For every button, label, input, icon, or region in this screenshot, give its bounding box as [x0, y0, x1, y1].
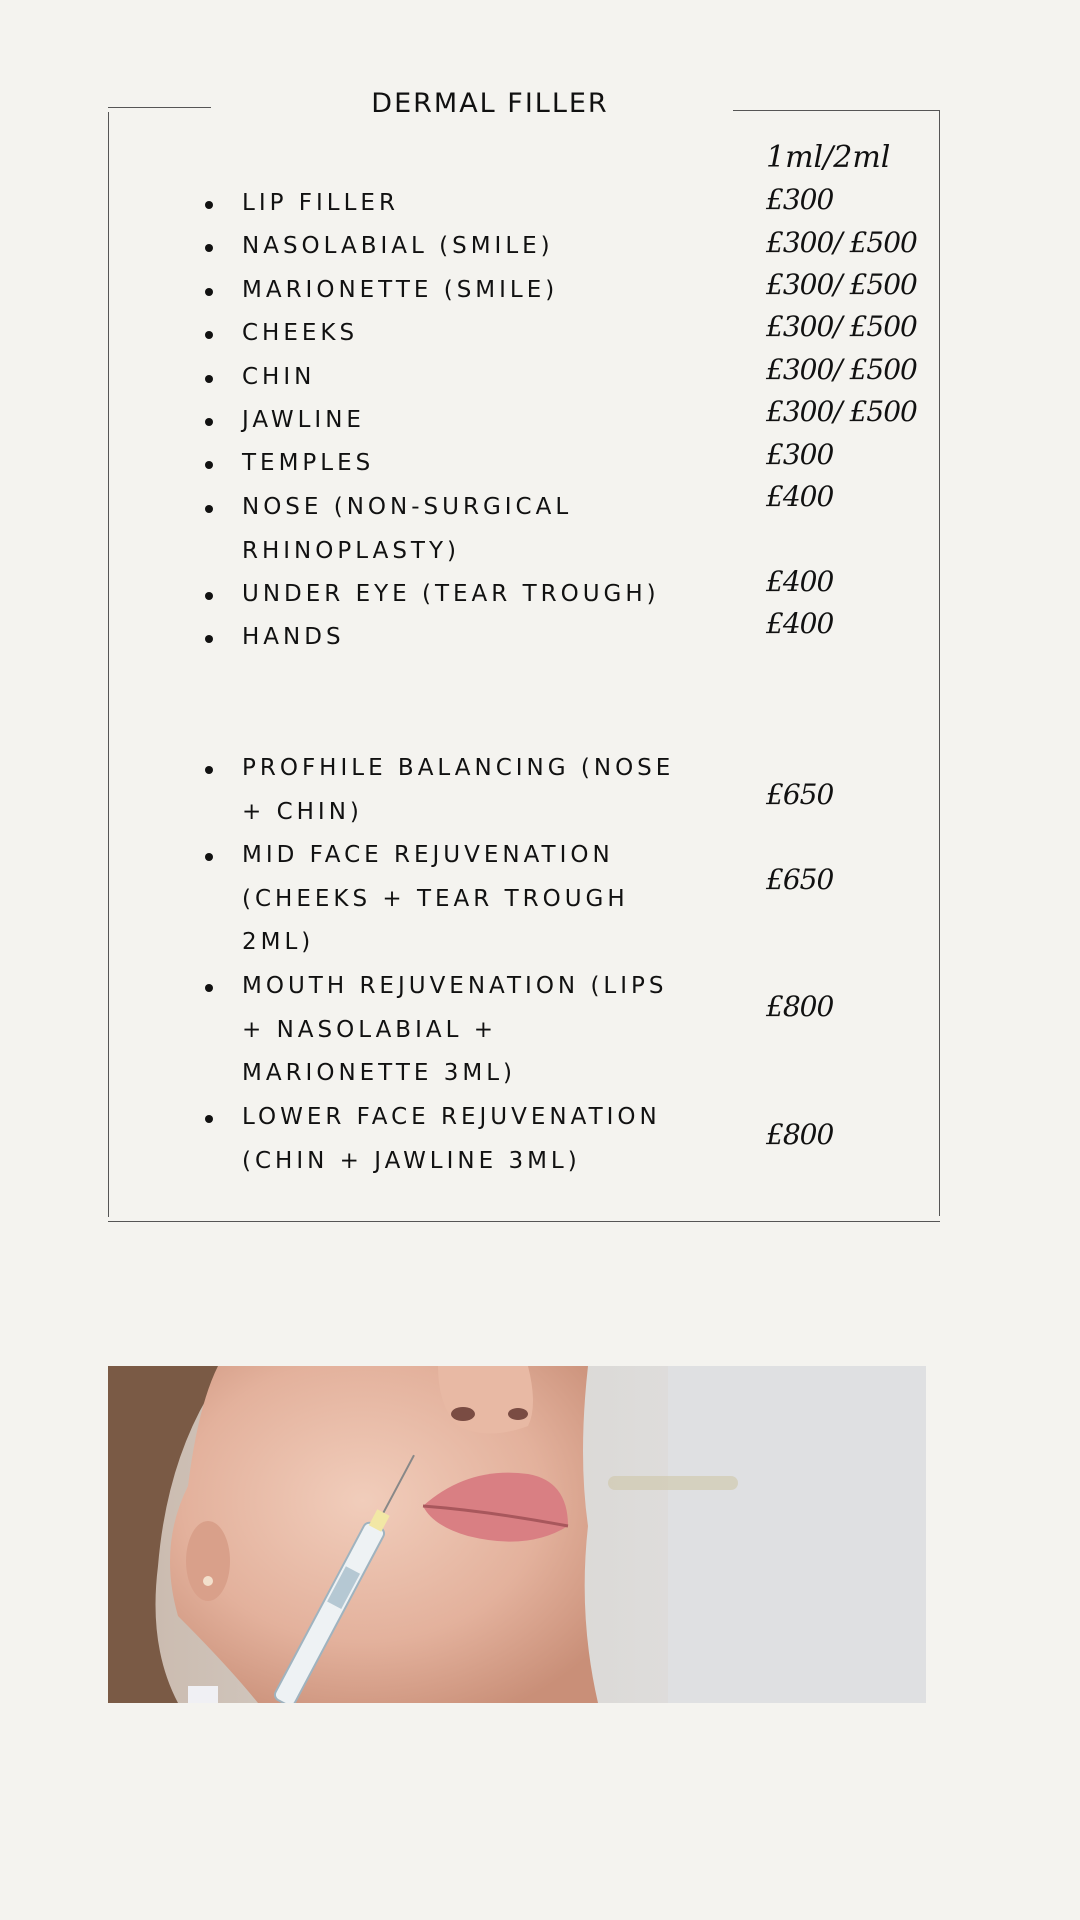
treatment-label: NOSE (NON-SURGICAL RHINOPLASTY): [242, 494, 573, 564]
treatment-label: UNDER EYE (TEAR TROUGH): [242, 581, 660, 607]
list-item: [218, 356, 698, 400]
price-column-header: 1ml/2ml: [766, 140, 891, 175]
list-item: [218, 182, 698, 226]
list-item: [218, 442, 698, 486]
frame-top-left-line: [108, 107, 211, 108]
treatment-price: £300/ £500: [766, 268, 917, 301]
bullet-icon: [205, 288, 213, 296]
package-price: £800: [766, 990, 834, 1023]
list-item: [218, 399, 698, 443]
treatment-label: HANDS: [242, 624, 345, 650]
bullet-icon: [205, 331, 213, 339]
treatment-price: £400: [766, 480, 834, 513]
list-item: [218, 834, 698, 965]
treatment-price: £400: [766, 607, 834, 640]
treatment-label: CHIN: [242, 364, 316, 390]
treatment-photo: [108, 1366, 926, 1703]
bullet-icon: [205, 853, 213, 861]
bullet-icon: [205, 635, 213, 643]
list-item: [218, 573, 698, 617]
list-item: [218, 616, 698, 660]
list-item: [218, 312, 698, 356]
frame-right-line: [939, 110, 940, 1216]
bullet-icon: [205, 505, 213, 513]
list-item: [218, 225, 698, 269]
treatment-price: £300/ £500: [766, 353, 917, 386]
list-item: [218, 747, 698, 834]
treatment-label: TEMPLES: [242, 450, 375, 476]
treatment-price: £300/ £500: [766, 226, 917, 259]
package-price: £650: [766, 778, 834, 811]
frame-top-right-line: [733, 110, 940, 111]
treatment-label: CHEEKS: [242, 320, 359, 346]
package-label: MOUTH REJUVENATION (LIPS + NASOLABIAL + MARIONETTE 3ML): [242, 973, 668, 1086]
treatment-label: MARIONETTE (SMILE): [242, 277, 559, 303]
treatment-price: £300/ £500: [766, 310, 917, 343]
bullet-icon: [205, 766, 213, 774]
bullet-icon: [205, 461, 213, 469]
section-title: DERMAL FILLER: [371, 88, 609, 119]
package-price: £800: [766, 1118, 834, 1151]
package-label: MID FACE REJUVENATION (CHEEKS + TEAR TROUGH 2ML): [242, 842, 629, 955]
treatment-photo-illustration: [108, 1366, 926, 1703]
bullet-icon: [205, 418, 213, 426]
treatment-label: LIP FILLER: [242, 190, 399, 216]
list-item: [218, 269, 698, 313]
bullet-icon: [205, 375, 213, 383]
package-price: £650: [766, 863, 834, 896]
package-label: PROFHILE BALANCING (NOSE + CHIN): [242, 755, 675, 825]
bullet-icon: [205, 592, 213, 600]
bullet-icon: [205, 984, 213, 992]
treatment-price: £400: [766, 565, 834, 598]
bullet-icon: [205, 201, 213, 209]
bullet-icon: [205, 1115, 213, 1123]
list-item: [218, 486, 698, 573]
frame-bottom-line: [108, 1221, 940, 1222]
treatment-price: £300: [766, 183, 834, 216]
list-item: [218, 1096, 698, 1183]
treatment-price: £300: [766, 438, 834, 471]
bullet-icon: [205, 244, 213, 252]
treatment-label: NASOLABIAL (SMILE): [242, 233, 554, 259]
package-label: LOWER FACE REJUVENATION (CHIN + JAWLINE 3ML): [242, 1104, 661, 1174]
treatment-label: JAWLINE: [242, 407, 365, 433]
list-item: [218, 965, 698, 1096]
treatment-price: £300/ £500: [766, 395, 917, 428]
frame-left-line: [108, 112, 109, 1217]
